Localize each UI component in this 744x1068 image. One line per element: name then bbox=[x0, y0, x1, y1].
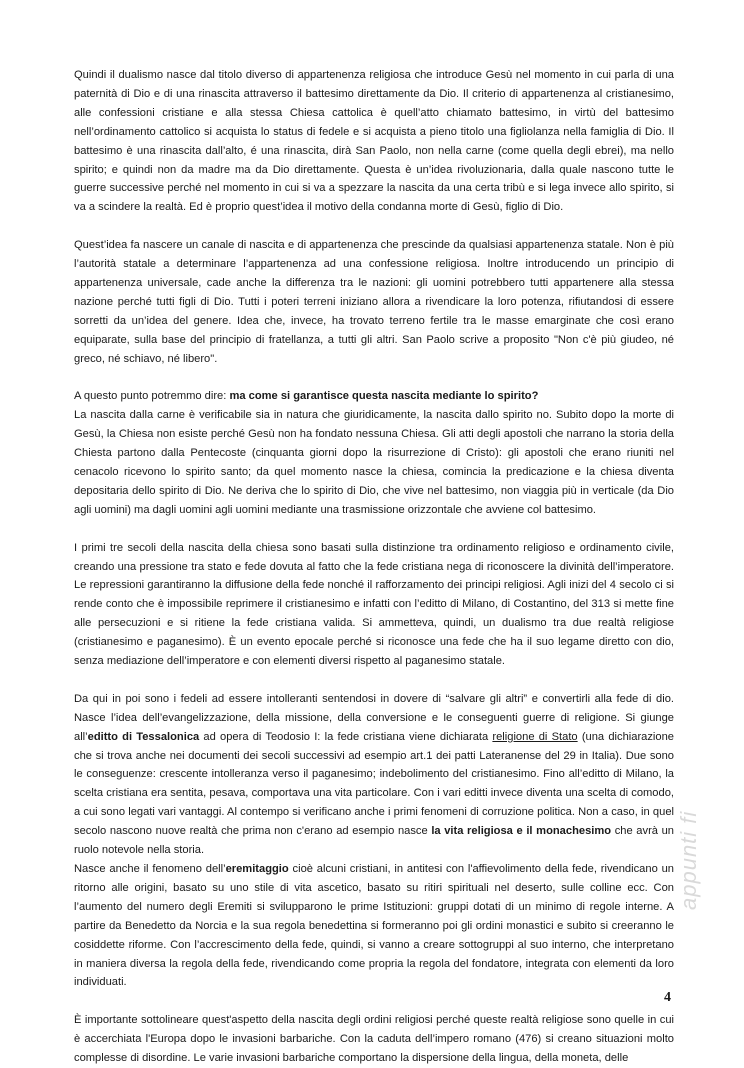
p5-text-c: ad opera di Teodosio I: la fede cristiana viene dichiarata bbox=[199, 730, 493, 743]
p5-text-e: (una dichiarazione che si trova anche nei documenti dei secoli successivi ad esempio art.1 dei patti Lateranense del 29 in Italia). Due sono le conseguenze: crescente intolleranza verso il paganesimo; indebolimento del cristianesimo. Fino all’editto di Milano, la scelta cristiana era sentita, pesava, comportava una vita particolare. Con i vari editti invece diventa una scelta di comodo, a cui sono legati vari vantaggi. Al contempo si verificano anche i primi fenomeni di corruzione politica. Non a caso, in quel secolo nascono nuove realtà che prima non c'erano ad esempio nasce bbox=[74, 730, 674, 838]
paragraph-3-intro bbox=[74, 387, 674, 406]
p5-text-g: che avrà un ruolo notevole nella storia. bbox=[74, 825, 674, 857]
page-number: 4 bbox=[664, 990, 671, 1005]
p5-text-a: Da qui in poi sono i fedeli ad essere intolleranti sentendosi in dovere di “salvare gli altri” e convertirli alla fede di dio. Nasce l’idea dell’evangelizzazione, della missione, della conversione e le conseguenti guerre di religione. Si giunge all’ bbox=[74, 692, 674, 743]
question-bold: ma come si garantisce questa nascita mediante lo spirito? bbox=[229, 390, 539, 403]
p6-text-c: cioè alcuni cristiani, in antitesi con l'affievolimento della fede, rivendicano un ritorno alle origini, basato su uno stile di vita ascetico, basato su ritiri spirituali nel deserto, sulle colline ecc. Con l’aumento del numero degli Eremiti si svilupparono le prime Istituzioni: gruppi dotati di un minimo di regole interne. A partire da Benedetto da Norcia e la sua regola benedettina si formeranno poi gli ordini monastici e subito si creeranno le cosiddette riforme. Con l’accrescimento della fede, quindi, si vanno a creare sottogruppi al suo interno, che interpretano in maniera diversa la regola della fede, rivendicando come propria la regola del fondatore, integrata con elementi da loro individuati. bbox=[74, 863, 674, 989]
watermark: appunti fi bbox=[676, 810, 701, 910]
paragraph-6 bbox=[74, 860, 674, 992]
p6-text-a: Nasce anche il fenomeno dell’ bbox=[74, 863, 226, 875]
paragraph-2: Quest’idea fa nascere un canale di nascita e di appartenenza che prescinde da qualsiasi appartenenza statale. Non è più l’autorità statale a determinare l’appartenenza ad una confessione religiosa. Inoltre introducendo un principio di appartenenza universale, cade anche la differenza tra le nazioni: gli uomini potrebbero tutti appartenere alla stessa nazione perché tutti figli di Dio. Tutti i poteri terreni iniziano allora a rivendicare la loro potenza, rifiutandosi di essere sorretti da un’idea del genere. Idea che, invece, ha trovato terreno fertile tra le masse emarginate che così erano equiparate, sulla base del principio di fratellanza, a tutti gli altri. San Paolo scrive a proposito "Non c'è più giudeo, né greco, né schiavo, né libero". bbox=[74, 239, 674, 365]
document-body bbox=[74, 66, 674, 1068]
eremitaggio: eremitaggio bbox=[225, 863, 289, 875]
paragraph-5 bbox=[74, 690, 674, 860]
paragraph-3: La nascita dalla carne è verificabile sia in natura che giuridicamente, la nascita dallo spirito no. Subito dopo la morte di Gesù, la Chiesa non esiste perché Gesù non ha fondato nessuna Chiesa. Gli atti degli apostoli che narrano la storia della Chiesta partono dalla Pentecoste (cinquanta giorni dopo la risurrezione di Cristo): gli apostoli che erano riuniti nel cenacolo ricevono lo spirito santo; da quel momento nasce la chiesa, comincia la predicazione e la chiesa diventa depositaria dello spirito di Dio. Ne deriva che lo spirito di Dio, che vive nel battesimo, non viaggia più in verticale (da Dio agli uomini) ma dagli uomini agli uomini mediante una trasmissione orizzontale che avviene col battesimo. bbox=[74, 409, 674, 516]
vita-religiosa-monachesimo: la vita religiosa e il monachesimo bbox=[431, 825, 612, 838]
paragraph-4: I primi tre secoli della nascita della chiesa sono basati sulla distinzione tra ordinamento religioso e ordinamento civile, creando una pressione tra stato e fede dovuta al fatto che la fede cristiana nega di riconoscere la divinità dell’imperatore. Le repressioni garantiranno la diffusione della fede nonché il rafforzamento dei principi religiosi. Agli inizi del 4 secolo ci si rende conto che è impossibile reprimere il cristianesimo e infatti con l’editto di Milano, di Costantino, del 313 si mette fine alle persecuzioni e si ritiene la fede cristiana valida. Si ammetteva, quindi, un dualismo tra due realtà religiose (cristianesimo e paganesimo). È un evento epocale perché si riconosce una fede che ha il suo legame diretto con dio, senza mediazione dell’imperatore e con elementi diversi rispetto al paganesimo statale. bbox=[74, 541, 674, 668]
paragraph-7: È importante sottolineare quest'aspetto della nascita degli ordini religiosi perché queste realtà religiose sono quelle in cui è accerchiata l'Europa dopo le invasioni barbariche. Con la caduta dell’impero romano (476) si creano situazioni molto complesse di disordine. Le varie invasioni barbariche comportano la dispersione della lingua, della moneta, delle bbox=[74, 1014, 674, 1065]
paragraph-1: Quindi il dualismo nasce dal titolo diverso di appartenenza religiosa che introduce Gesù nel momento in cui parla di una paternità di Dio e di una rinascita attraverso il battesimo direttamente da Dio. Il criterio di appartenenza al cristianesimo, alle confessioni cristiane e alla stessa Chiesa cattolica è quell’atto chiamato battesimo, in virtù del battesimo nell’ordinamento cattolico si acquista lo status di fedele e si acquista a pieno titolo una figliolanza nella famiglia di Dio. Il battesimo è una rinascita dall’alto, é una rinascita, dirà San Paolo, non nella carne (come quella degli ebrei), ma nello spirito; e quindi non da madre ma da Dio direttamente. Questa è un’idea rivoluzionaria, dalla quale nascono tutte le guerre successive perché nel momento in cui si va a spezzare la nascita da una certa tribù e si lega invece allo spirito, si va a scindere la realtà. Ed è proprio quest’idea il motivo della condanna morte di Gesù, figlio di Dio. bbox=[74, 69, 674, 214]
editto-tessalonica: editto di Tessalonica bbox=[87, 730, 200, 743]
question-lead: A questo punto potremmo dire: bbox=[74, 390, 230, 403]
religione-di-stato-link: religione di Stato bbox=[492, 730, 578, 743]
